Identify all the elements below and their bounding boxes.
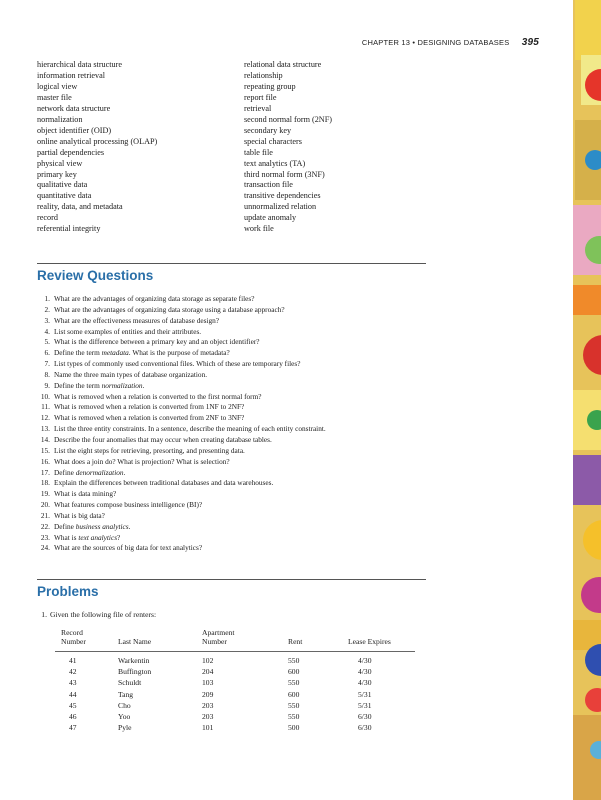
question-number: 1. — [44, 294, 50, 303]
table-row — [55, 712, 415, 723]
table-row — [55, 678, 415, 689]
question-text-tail: . — [123, 467, 126, 477]
key-term: normalization — [37, 114, 83, 124]
question-number: 16. — [40, 456, 50, 466]
key-term: relational data structure — [244, 60, 322, 69]
cell-last-name: Buffington — [118, 667, 152, 677]
key-term: update anomaly — [244, 213, 297, 223]
question-text: List the three entity constraints. In a sentence, describe the meaning of each entity constraint. — [54, 424, 326, 434]
question-text-lead: What is — [54, 532, 79, 542]
border-tile-orange — [573, 285, 601, 315]
question-text-lead: Define the term — [54, 348, 102, 358]
cell-apartment-number: 203 — [202, 700, 214, 710]
key-term: logical view — [37, 81, 78, 91]
question-text: List the eight steps for retrieving, presorting, and presenting data. — [54, 445, 245, 455]
key-term: text analytics (TA) — [244, 158, 306, 168]
review-question — [37, 316, 437, 327]
header-apartment-number — [202, 628, 234, 646]
question-text: List types of commonly used conventional files. Which of these are temporary files? — [54, 359, 301, 369]
cell-lease-expires: 6/30 — [358, 712, 372, 721]
cell-lease-expires: 6/30 — [358, 723, 372, 733]
header-apartment-line1: Apartment — [202, 628, 235, 637]
cell-apartment-number: 102 — [202, 656, 214, 665]
question-number: 13. — [40, 424, 50, 434]
cell-rent: 600 — [288, 667, 300, 677]
key-term: repeating group — [244, 81, 296, 91]
table-row — [55, 656, 415, 667]
review-question — [37, 402, 437, 413]
key-term: reality, data, and metadata — [37, 202, 123, 212]
review-question — [37, 327, 437, 338]
review-questions-heading: Review Questions — [37, 268, 154, 283]
key-term: third normal form (3NF) — [244, 169, 325, 179]
review-question — [37, 435, 437, 446]
review-question — [37, 500, 437, 511]
key-term: table file — [244, 147, 273, 157]
problems-heading: Problems — [37, 584, 99, 599]
review-question — [37, 305, 437, 316]
section-rule-problems — [37, 579, 426, 580]
border-tile-purple — [573, 455, 601, 505]
section-rule-review — [37, 263, 426, 264]
question-text: Name the three main types of database organization. — [54, 369, 208, 379]
key-term: transitive dependencies — [244, 191, 321, 201]
key-term: master file — [37, 92, 72, 102]
question-text-tail: ? — [117, 532, 121, 542]
key-terms-right-column — [244, 60, 444, 235]
question-number: 23. — [40, 532, 50, 542]
question-text: What does a join do? What is projection? What is selection? — [54, 456, 230, 466]
question-number: 11. — [41, 402, 50, 412]
review-questions-list — [37, 294, 437, 554]
review-question — [37, 489, 437, 500]
key-term: retrieval — [244, 103, 272, 113]
cell-apartment-number: 103 — [202, 678, 214, 688]
review-question — [37, 392, 437, 403]
review-question — [37, 413, 437, 424]
review-question — [37, 348, 437, 359]
key-term: primary key — [37, 169, 77, 179]
cell-rent: 600 — [288, 689, 300, 699]
review-question — [37, 457, 437, 468]
cell-record-number: 41 — [69, 656, 77, 665]
question-number: 3. — [44, 315, 50, 325]
key-term: hierarchical data structure — [37, 60, 123, 69]
key-term: record — [37, 213, 58, 223]
header-last-name: Last Name — [118, 637, 152, 646]
problem-number: 1. — [41, 610, 47, 619]
question-text-tail: . — [128, 521, 131, 531]
problem-1 — [37, 610, 156, 619]
cell-record-number: 43 — [69, 678, 77, 688]
cell-record-number: 46 — [69, 712, 77, 721]
question-number: 5. — [44, 337, 50, 347]
key-term: report file — [244, 92, 277, 102]
review-question — [37, 424, 437, 435]
review-question — [37, 522, 437, 533]
question-number: 15. — [40, 445, 50, 455]
question-text-term: business analytics — [75, 521, 129, 531]
review-question — [37, 533, 437, 544]
question-text: What are the advantages of organizing data storage using a database approach? — [54, 304, 285, 314]
key-term: quantitative data — [37, 191, 92, 201]
question-text: What is big data? — [54, 510, 105, 520]
cell-rent: 500 — [288, 723, 300, 733]
question-text: What is the difference between a primary key and an object identifier? — [54, 337, 260, 347]
question-text: Describe the four anomalies that may occur when creating database tables. — [54, 434, 272, 444]
key-term: network data structure — [37, 103, 111, 113]
table-row — [55, 701, 415, 712]
decorative-stained-glass-border — [573, 0, 601, 800]
question-text: List some examples of entities and their attributes. — [54, 326, 202, 336]
question-text-term: metadata — [101, 348, 129, 358]
border-tile-yellow — [575, 0, 601, 60]
question-number: 20. — [40, 500, 50, 510]
question-number: 12. — [40, 413, 50, 423]
review-question — [37, 478, 437, 489]
key-term: partial dependencies — [37, 147, 105, 157]
question-number: 21. — [40, 510, 50, 520]
cell-rent: 550 — [288, 656, 300, 665]
key-term: second normal form (2NF) — [244, 114, 332, 124]
cell-last-name: Pyle — [118, 723, 132, 733]
cell-last-name: Warkentin — [118, 656, 150, 665]
header-record-number — [61, 628, 86, 646]
question-text-lead: Define — [54, 467, 76, 477]
question-text: What is removed when a relation is converted from 2NF to 3NF? — [54, 413, 245, 423]
key-term: unnormalized relation — [244, 202, 317, 212]
bullet-separator: • — [412, 38, 416, 47]
question-text: What are the sources of big data for text analytics? — [54, 543, 203, 553]
cell-record-number: 44 — [69, 689, 77, 699]
cell-lease-expires: 4/30 — [358, 667, 372, 677]
key-term: relationship — [244, 70, 283, 80]
cell-record-number: 47 — [69, 723, 77, 733]
key-term: transaction file — [244, 180, 293, 190]
key-term: object identifier (OID) — [37, 125, 112, 135]
question-text-term: denormalization — [75, 467, 124, 477]
question-text: What are the advantages of organizing data storage as separate files? — [54, 294, 255, 303]
question-number: 17. — [40, 467, 50, 477]
cell-lease-expires: 5/31 — [358, 689, 372, 699]
key-term: information retrieval — [37, 70, 105, 80]
question-text: What features compose business intelligence (BI)? — [54, 500, 203, 510]
question-text-lead: Define — [54, 521, 76, 531]
question-number: 22. — [40, 521, 50, 531]
cell-lease-expires: 4/30 — [358, 678, 372, 688]
review-question — [37, 381, 437, 392]
review-question — [37, 370, 437, 381]
cell-last-name: Tang — [118, 689, 134, 699]
question-number: 9. — [44, 380, 50, 390]
cell-rent: 550 — [288, 700, 300, 710]
question-number: 10. — [40, 391, 50, 401]
cell-lease-expires: 5/31 — [358, 700, 372, 710]
key-term: secondary key — [244, 125, 292, 135]
question-number: 4. — [44, 326, 50, 336]
question-number: 8. — [44, 369, 50, 379]
key-term: special characters — [244, 136, 302, 146]
key-terms-left-column — [37, 60, 237, 235]
chapter-title: DESIGNING DATABASES — [417, 38, 510, 47]
question-text: What is removed when a relation is converted from 1NF to 2NF? — [54, 402, 245, 412]
question-text: What are the effectiveness measures of database design? — [54, 315, 219, 325]
question-text-tail: . — [142, 380, 145, 390]
page-number: 395 — [521, 37, 539, 48]
key-term: online analytical processing (OLAP) — [37, 136, 158, 146]
cell-apartment-number: 101 — [202, 723, 214, 733]
review-question — [37, 446, 437, 457]
cell-record-number: 45 — [69, 700, 77, 710]
question-number: 2. — [44, 304, 50, 314]
review-question — [37, 337, 437, 348]
question-text: What is data mining? — [54, 489, 117, 499]
cell-last-name: Cho — [118, 700, 131, 710]
table-row — [55, 667, 415, 678]
question-text-term: normalization — [101, 380, 143, 390]
cell-record-number: 42 — [69, 667, 77, 677]
chapter-label: CHAPTER 13 — [361, 38, 411, 47]
question-number: 18. — [40, 478, 50, 488]
cell-lease-expires: 4/30 — [358, 656, 372, 665]
cell-apartment-number: 209 — [202, 689, 214, 699]
question-number: 7. — [44, 359, 50, 369]
key-term: qualitative data — [37, 180, 88, 190]
question-number: 14. — [40, 434, 50, 444]
question-text-lead: Define the term — [54, 380, 102, 390]
question-text-term: text analytics — [78, 532, 118, 542]
cell-apartment-number: 203 — [202, 712, 214, 721]
running-head — [362, 37, 539, 48]
cell-last-name: Schuldt — [118, 678, 142, 688]
question-number: 19. — [40, 489, 50, 499]
cell-apartment-number: 204 — [202, 667, 214, 677]
review-question — [37, 511, 437, 522]
header-rent: Rent — [288, 637, 303, 646]
header-lease-expires: Lease Expires — [348, 637, 391, 646]
review-question — [37, 359, 437, 370]
header-apartment-line2: Number — [202, 637, 227, 646]
cell-rent: 550 — [288, 712, 300, 721]
table-row — [55, 723, 415, 734]
header-record-line1: Record — [61, 628, 83, 637]
review-question — [37, 294, 437, 305]
cell-last-name: Yoo — [118, 712, 131, 721]
question-text-tail: . What is the purpose of metadata? — [128, 348, 230, 358]
question-number: 6. — [44, 348, 50, 358]
key-term: work file — [244, 224, 274, 234]
question-text: Explain the differences between traditional databases and data warehouses. — [54, 478, 274, 488]
header-record-line2: Number — [61, 637, 86, 646]
question-text: What is removed when a relation is converted to the first normal form? — [54, 391, 262, 401]
review-question — [37, 543, 437, 554]
problem-text: Given the following file of renters: — [50, 610, 157, 619]
question-number: 24. — [40, 543, 50, 553]
key-term: referential integrity — [37, 224, 101, 234]
table-row — [55, 690, 415, 701]
key-term: physical view — [37, 158, 83, 168]
cell-rent: 550 — [288, 678, 300, 688]
review-question — [37, 468, 437, 479]
table-header-rule — [55, 651, 415, 652]
